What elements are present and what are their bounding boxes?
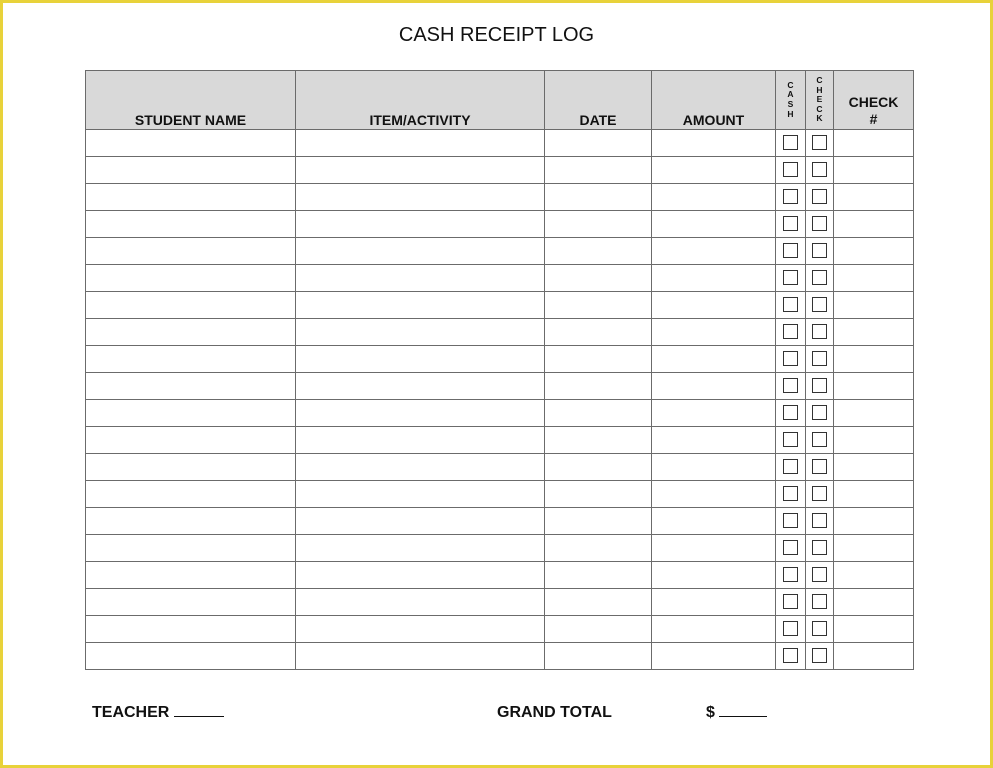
amount-cell[interactable] <box>652 265 776 292</box>
date-cell[interactable] <box>545 589 652 616</box>
cash-checkbox-container <box>776 562 806 589</box>
student-name-cell[interactable] <box>86 346 296 373</box>
cash-checkbox[interactable] <box>783 513 798 528</box>
check-checkbox[interactable] <box>812 405 827 420</box>
grand-total-field <box>706 704 767 722</box>
item-activity-cell[interactable] <box>296 346 545 373</box>
check-checkbox[interactable] <box>812 243 827 258</box>
check-checkbox-container <box>806 616 834 643</box>
amount-cell[interactable] <box>652 508 776 535</box>
cash-checkbox-container <box>776 292 806 319</box>
header-check-letter: K <box>816 113 823 124</box>
student-name-cell[interactable] <box>86 319 296 346</box>
header-student-name: STUDENT NAME <box>86 71 296 130</box>
table-row <box>86 238 914 265</box>
amount-cell[interactable] <box>652 184 776 211</box>
item-activity-cell[interactable] <box>296 454 545 481</box>
table-row <box>86 265 914 292</box>
check-checkbox-container <box>806 643 834 670</box>
currency-symbol: $ <box>706 704 715 721</box>
item-activity-cell[interactable] <box>296 238 545 265</box>
check-checkbox-container <box>806 265 834 292</box>
student-name-cell[interactable] <box>86 427 296 454</box>
student-name-cell[interactable] <box>86 454 296 481</box>
amount-cell[interactable] <box>652 562 776 589</box>
check-checkbox-container <box>806 508 834 535</box>
check-checkbox[interactable] <box>812 297 827 312</box>
table-row <box>86 346 914 373</box>
table-row <box>86 400 914 427</box>
student-name-cell[interactable] <box>86 643 296 670</box>
item-activity-cell[interactable] <box>296 157 545 184</box>
table-row <box>86 535 914 562</box>
student-name-cell[interactable] <box>86 292 296 319</box>
item-activity-cell[interactable] <box>296 184 545 211</box>
check-checkbox[interactable] <box>812 540 827 555</box>
table-row <box>86 373 914 400</box>
amount-cell[interactable] <box>652 454 776 481</box>
cash-checkbox[interactable] <box>783 297 798 312</box>
check-checkbox-container <box>806 130 834 157</box>
cash-checkbox-container <box>776 157 806 184</box>
cash-checkbox[interactable] <box>783 189 798 204</box>
check-number-cell[interactable] <box>834 157 914 184</box>
check-checkbox[interactable] <box>812 270 827 285</box>
cash-checkbox[interactable] <box>783 270 798 285</box>
check-checkbox[interactable] <box>812 486 827 501</box>
check-checkbox[interactable] <box>812 459 827 474</box>
header-check-letter: E <box>816 94 823 105</box>
student-name-cell[interactable] <box>86 130 296 157</box>
header-check-number <box>834 71 914 130</box>
page-title: CASH RECEIPT LOG <box>398 24 595 46</box>
check-number-cell[interactable] <box>834 238 914 265</box>
check-checkbox-container <box>806 400 834 427</box>
cash-checkbox-container <box>776 211 806 238</box>
check-checkbox-container <box>806 211 834 238</box>
cash-checkbox[interactable] <box>783 459 798 474</box>
table-row <box>86 184 914 211</box>
header-check-number-line2: # <box>869 111 878 127</box>
check-checkbox-container <box>806 373 834 400</box>
check-checkbox-container <box>806 562 834 589</box>
table-row <box>86 508 914 535</box>
student-name-cell[interactable] <box>86 589 296 616</box>
cash-checkbox-container <box>776 373 806 400</box>
date-cell[interactable] <box>545 427 652 454</box>
item-activity-cell[interactable] <box>296 400 545 427</box>
date-cell[interactable] <box>545 508 652 535</box>
check-number-cell[interactable] <box>834 643 914 670</box>
date-cell[interactable] <box>545 346 652 373</box>
cash-checkbox-container <box>776 508 806 535</box>
cash-checkbox-container <box>776 454 806 481</box>
check-checkbox-container <box>806 184 834 211</box>
student-name-cell[interactable] <box>86 265 296 292</box>
header-cash-letter: C <box>787 79 794 90</box>
item-activity-cell[interactable] <box>296 562 545 589</box>
date-cell[interactable] <box>545 319 652 346</box>
item-activity-cell[interactable] <box>296 427 545 454</box>
date-cell[interactable] <box>545 616 652 643</box>
check-checkbox[interactable] <box>812 189 827 204</box>
amount-cell[interactable] <box>652 535 776 562</box>
grand-total-label: GRAND TOTAL <box>497 704 612 721</box>
amount-cell[interactable] <box>652 643 776 670</box>
header-check <box>806 71 834 130</box>
table-row <box>86 616 914 643</box>
item-activity-cell[interactable] <box>296 535 545 562</box>
header-cash-letter: H <box>787 108 794 119</box>
cash-checkbox[interactable] <box>783 135 798 150</box>
student-name-cell[interactable] <box>86 157 296 184</box>
amount-cell[interactable] <box>652 427 776 454</box>
amount-cell[interactable] <box>652 130 776 157</box>
teacher-label: TEACHER <box>92 704 170 721</box>
check-checkbox-container <box>806 292 834 319</box>
cash-checkbox-container <box>776 616 806 643</box>
cash-checkbox-container <box>776 643 806 670</box>
date-cell[interactable] <box>545 157 652 184</box>
header-cash <box>776 71 806 130</box>
check-checkbox[interactable] <box>812 216 827 231</box>
cash-checkbox-container <box>776 319 806 346</box>
cash-checkbox[interactable] <box>783 621 798 636</box>
item-activity-cell[interactable] <box>296 211 545 238</box>
amount-cell[interactable] <box>652 238 776 265</box>
date-cell[interactable] <box>545 184 652 211</box>
cash-checkbox[interactable] <box>783 432 798 447</box>
check-checkbox-container <box>806 454 834 481</box>
amount-cell[interactable] <box>652 346 776 373</box>
check-checkbox[interactable] <box>812 162 827 177</box>
cash-checkbox[interactable] <box>783 540 798 555</box>
header-check-letter: H <box>816 84 823 95</box>
check-checkbox-container <box>806 319 834 346</box>
check-number-cell[interactable] <box>834 535 914 562</box>
check-checkbox-container <box>806 346 834 373</box>
cash-checkbox[interactable] <box>783 351 798 366</box>
cash-checkbox[interactable] <box>783 486 798 501</box>
cash-checkbox-container <box>776 238 806 265</box>
cash-checkbox-container <box>776 589 806 616</box>
student-name-cell[interactable] <box>86 184 296 211</box>
check-checkbox[interactable] <box>812 567 827 582</box>
student-name-cell[interactable] <box>86 373 296 400</box>
check-number-cell[interactable] <box>834 346 914 373</box>
table-row <box>86 292 914 319</box>
cash-checkbox-container <box>776 265 806 292</box>
student-name-cell[interactable] <box>86 508 296 535</box>
cash-checkbox[interactable] <box>783 648 798 663</box>
cash-checkbox-container <box>776 427 806 454</box>
check-checkbox[interactable] <box>812 594 827 609</box>
header-item-activity: ITEM/ACTIVITY <box>296 71 545 130</box>
header-check-letter: C <box>816 75 823 86</box>
date-cell[interactable] <box>545 454 652 481</box>
check-number-cell[interactable] <box>834 292 914 319</box>
cash-checkbox[interactable] <box>783 405 798 420</box>
student-name-cell[interactable] <box>86 238 296 265</box>
amount-cell[interactable] <box>652 481 776 508</box>
table-header-row <box>86 71 914 130</box>
cash-checkbox-container <box>776 400 806 427</box>
grand-total-line[interactable] <box>719 716 767 717</box>
item-activity-cell[interactable] <box>296 373 545 400</box>
item-activity-cell[interactable] <box>296 643 545 670</box>
date-cell[interactable] <box>545 373 652 400</box>
student-name-cell[interactable] <box>86 481 296 508</box>
table-row <box>86 481 914 508</box>
check-number-cell[interactable] <box>834 616 914 643</box>
receipt-log-table <box>85 70 914 670</box>
date-cell[interactable] <box>545 292 652 319</box>
cash-checkbox-container <box>776 481 806 508</box>
check-checkbox-container <box>806 238 834 265</box>
cash-checkbox-container <box>776 130 806 157</box>
check-checkbox[interactable] <box>812 432 827 447</box>
amount-cell[interactable] <box>652 589 776 616</box>
amount-cell[interactable] <box>652 292 776 319</box>
table-body <box>86 130 914 670</box>
check-number-cell[interactable] <box>834 400 914 427</box>
item-activity-cell[interactable] <box>296 319 545 346</box>
student-name-cell[interactable] <box>86 211 296 238</box>
check-checkbox-container <box>806 481 834 508</box>
table-row <box>86 211 914 238</box>
table-row <box>86 130 914 157</box>
student-name-cell[interactable] <box>86 535 296 562</box>
header-check-number-line1: CHECK <box>848 94 899 110</box>
cash-checkbox[interactable] <box>783 594 798 609</box>
header-date: DATE <box>545 71 652 130</box>
check-checkbox[interactable] <box>812 135 827 150</box>
check-number-cell[interactable] <box>834 130 914 157</box>
table-row <box>86 589 914 616</box>
check-checkbox[interactable] <box>812 648 827 663</box>
cash-checkbox[interactable] <box>783 216 798 231</box>
table-row <box>86 454 914 481</box>
check-number-cell[interactable] <box>834 265 914 292</box>
item-activity-cell[interactable] <box>296 292 545 319</box>
check-number-cell[interactable] <box>834 454 914 481</box>
item-activity-cell[interactable] <box>296 616 545 643</box>
teacher-field <box>92 704 224 722</box>
cash-checkbox[interactable] <box>783 567 798 582</box>
cash-checkbox[interactable] <box>783 324 798 339</box>
header-check-letter: C <box>816 103 823 114</box>
amount-cell[interactable] <box>652 373 776 400</box>
date-cell[interactable] <box>545 238 652 265</box>
check-checkbox[interactable] <box>812 324 827 339</box>
amount-cell[interactable] <box>652 319 776 346</box>
item-activity-cell[interactable] <box>296 265 545 292</box>
student-name-cell[interactable] <box>86 400 296 427</box>
table-row <box>86 562 914 589</box>
check-number-cell[interactable] <box>834 589 914 616</box>
check-checkbox-container <box>806 535 834 562</box>
header-cash-letter: S <box>787 99 794 109</box>
amount-cell[interactable] <box>652 157 776 184</box>
check-number-cell[interactable] <box>834 373 914 400</box>
check-checkbox[interactable] <box>812 621 827 636</box>
item-activity-cell[interactable] <box>296 130 545 157</box>
check-checkbox[interactable] <box>812 378 827 393</box>
date-cell[interactable] <box>545 562 652 589</box>
cash-checkbox[interactable] <box>783 243 798 258</box>
student-name-cell[interactable] <box>86 562 296 589</box>
item-activity-cell[interactable] <box>296 508 545 535</box>
date-cell[interactable] <box>545 643 652 670</box>
item-activity-cell[interactable] <box>296 589 545 616</box>
check-number-cell[interactable] <box>834 427 914 454</box>
student-name-cell[interactable] <box>86 616 296 643</box>
cash-checkbox-container <box>776 184 806 211</box>
date-cell[interactable] <box>545 211 652 238</box>
amount-cell[interactable] <box>652 616 776 643</box>
table-row <box>86 427 914 454</box>
date-cell[interactable] <box>545 535 652 562</box>
cash-checkbox[interactable] <box>783 378 798 393</box>
check-number-cell[interactable] <box>834 508 914 535</box>
item-activity-cell[interactable] <box>296 481 545 508</box>
amount-cell[interactable] <box>652 211 776 238</box>
check-checkbox-container <box>806 157 834 184</box>
header-amount: AMOUNT <box>652 71 776 130</box>
table-row <box>86 319 914 346</box>
check-checkbox-container <box>806 427 834 454</box>
check-number-cell[interactable] <box>834 184 914 211</box>
teacher-signature-line[interactable] <box>174 716 224 717</box>
cash-checkbox-container <box>776 535 806 562</box>
table-row <box>86 643 914 670</box>
table-row <box>86 157 914 184</box>
header-cash-letter: A <box>787 89 794 100</box>
date-cell[interactable] <box>545 265 652 292</box>
check-number-cell[interactable] <box>834 319 914 346</box>
check-checkbox[interactable] <box>812 513 827 528</box>
check-number-cell[interactable] <box>834 562 914 589</box>
amount-cell[interactable] <box>652 400 776 427</box>
check-checkbox-container <box>806 589 834 616</box>
date-cell[interactable] <box>545 400 652 427</box>
cash-checkbox[interactable] <box>783 162 798 177</box>
check-number-cell[interactable] <box>834 481 914 508</box>
cash-checkbox-container <box>776 346 806 373</box>
check-number-cell[interactable] <box>834 211 914 238</box>
date-cell[interactable] <box>545 481 652 508</box>
check-checkbox[interactable] <box>812 351 827 366</box>
date-cell[interactable] <box>545 130 652 157</box>
